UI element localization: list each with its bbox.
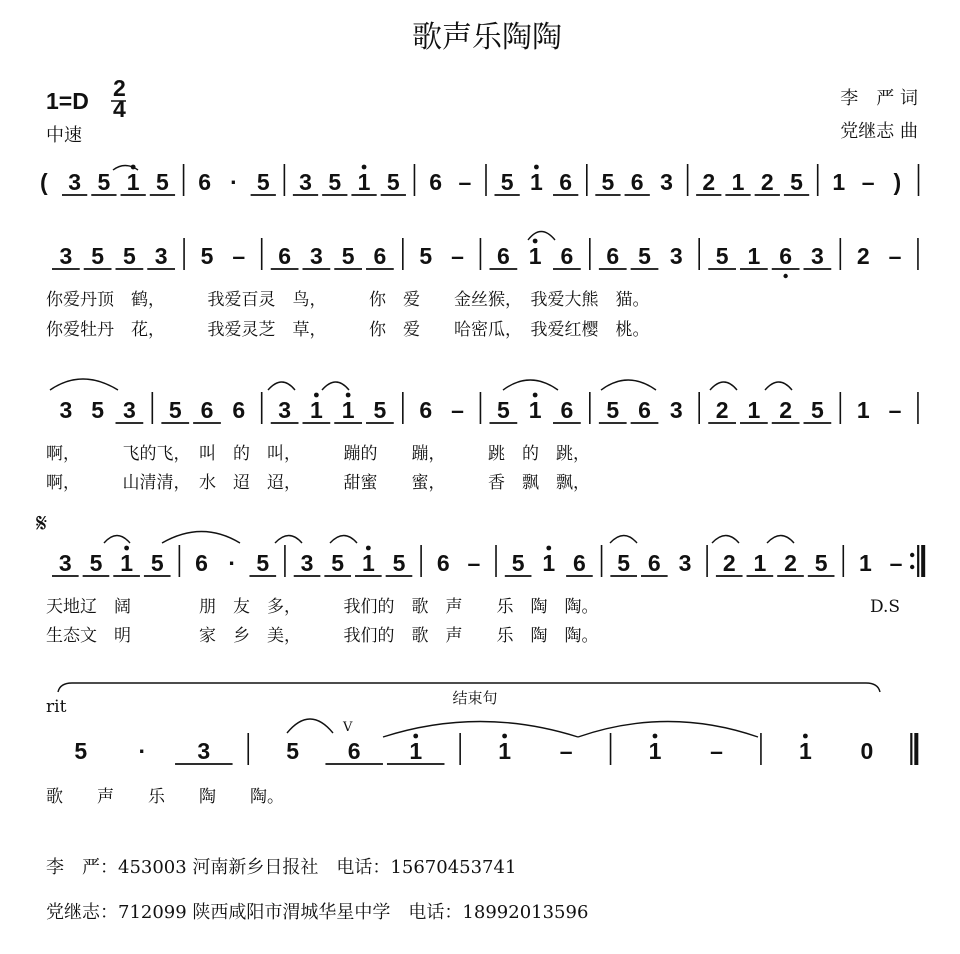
note: 5 (156, 169, 169, 195)
note: 5 (74, 738, 88, 764)
note: 6 (560, 397, 574, 423)
note: 2 (722, 550, 736, 576)
note: 3 (58, 550, 72, 576)
note: 6 (559, 169, 573, 195)
low-octave-dot (783, 274, 787, 278)
slur (710, 382, 737, 390)
note: 2 (760, 169, 774, 195)
note: 3 (299, 169, 312, 195)
note: 5 (122, 243, 136, 269)
slur (330, 536, 357, 544)
note: 3 (678, 550, 692, 576)
note: 6 (638, 397, 651, 423)
note: 5 (286, 738, 300, 764)
note: 3 (309, 243, 323, 269)
note: 5 (89, 550, 103, 576)
note: 3 (660, 169, 673, 195)
note: 5 (810, 397, 824, 423)
note: 5 (331, 550, 345, 576)
ds-mark: D.S (870, 597, 901, 617)
tempo-mark: 中速 (46, 125, 82, 146)
breath-mark: V (343, 720, 353, 735)
note: 5 (790, 169, 803, 195)
note: 5 (91, 243, 105, 269)
dash-extension: – (888, 243, 902, 269)
note: 1 (309, 397, 323, 423)
note: 3 (278, 397, 292, 423)
lyricist-credit: 李 严 词 (840, 88, 918, 109)
slur (712, 536, 739, 544)
slur (287, 719, 333, 733)
note: 5 (341, 243, 355, 269)
dash-extension: – (451, 243, 464, 269)
contact-line: 党继志：712099 陕西咸阳市渭城华星中学 电话：18992013596 (46, 902, 589, 923)
staff-row-verse-a (52, 238, 918, 278)
staff-row-intro (40, 164, 918, 196)
note: 6 (278, 243, 292, 269)
lyric-line: 你爱丹顶 鹤， 我爱百灵 鸟， 你 爱 金丝猴， 我爱大熊 猫。 (46, 290, 650, 310)
slur (610, 536, 637, 544)
dash-extension: – (888, 397, 902, 423)
note: 3 (669, 243, 683, 269)
note: 1 (409, 738, 423, 764)
slur (275, 536, 302, 544)
note: 5 (200, 243, 214, 269)
note: 3 (669, 397, 683, 423)
note: 6 (195, 550, 208, 576)
note: 5 (638, 243, 651, 269)
note: 3 (154, 243, 168, 269)
note: 6 (560, 243, 574, 269)
note: 6 (200, 397, 214, 423)
note: 5 (617, 550, 631, 576)
note: 1 (856, 397, 870, 423)
note: 1 (357, 169, 371, 195)
dash-extension: – (559, 738, 573, 764)
slur (268, 382, 295, 390)
slur (601, 380, 656, 390)
dash-extension: – (861, 169, 875, 195)
high-octave-dot (124, 546, 129, 551)
note: 5 (392, 550, 406, 576)
repeat-dot (910, 553, 914, 557)
note: 6 (436, 550, 450, 576)
note: 6 (198, 169, 212, 195)
slur (322, 382, 349, 390)
song-title: 歌声乐陶陶 (412, 20, 562, 55)
note: 1 (747, 243, 761, 269)
lyric-line: 歌 声 乐 陶 陶。 (46, 787, 284, 807)
high-octave-dot (653, 734, 658, 739)
dash-extension: – (458, 169, 472, 195)
note: 5 (256, 169, 270, 195)
note: 5 (328, 169, 342, 195)
note: 1 (120, 550, 134, 576)
note: 5 (601, 169, 615, 195)
segno-sign: 𝄋 (36, 509, 48, 539)
lyric-line: 生态文 明 家 乡 美， 我们的 歌 声 乐 陶 陶。 (46, 626, 599, 646)
note: 5 (715, 243, 729, 269)
note: 2 (856, 243, 870, 269)
lyric-line: 你爱牡丹 花， 我爱灵芝 草， 你 爱 哈密瓜， 我爱红樱 桃。 (46, 320, 650, 340)
note: 1 (731, 169, 745, 195)
high-octave-dot (314, 393, 319, 398)
slur (765, 382, 792, 390)
note: 5 (500, 169, 514, 195)
slur (50, 379, 118, 390)
high-octave-dot (413, 734, 418, 739)
high-octave-dot (366, 546, 371, 551)
note: 5 (168, 397, 182, 423)
key-signature: 1=D (46, 88, 89, 114)
rit-mark: rit (46, 697, 67, 717)
note: 5 (256, 550, 270, 576)
slur (383, 722, 578, 738)
note: 1 (542, 550, 556, 576)
slur (162, 532, 240, 544)
dot-extension: · (138, 738, 147, 764)
slur (503, 380, 558, 390)
note: 5 (91, 397, 105, 423)
note: 5 (511, 550, 525, 576)
note: 5 (386, 169, 400, 195)
note: 1 (753, 550, 767, 576)
note: 3 (59, 243, 73, 269)
dash-extension: – (467, 550, 481, 576)
note: 6 (647, 550, 661, 576)
note: 1 (859, 550, 872, 576)
lyric-line: 啊， 飞的飞， 叫 的 叫， 蹦的 蹦， 跳 的 跳， (46, 444, 590, 464)
note: 5 (496, 397, 510, 423)
lyric-line: 天地辽 阔 朋 友 多， 我们的 歌 声 乐 陶 陶。 (46, 597, 599, 617)
ending-label: 结束句 (452, 689, 498, 707)
staff-row-verse-c (52, 545, 923, 577)
note: 1 (341, 397, 355, 423)
note: 6 (232, 397, 246, 423)
note: 1 (648, 738, 662, 764)
time-sig-top: 2 (113, 75, 126, 101)
staff-row-ending (74, 733, 916, 765)
slur (104, 536, 130, 544)
note: 5 (97, 169, 111, 195)
slur (578, 722, 758, 738)
note: 1 (530, 169, 543, 195)
high-octave-dot (346, 393, 351, 398)
high-octave-dot (362, 165, 367, 170)
note: 1 (528, 243, 542, 269)
note: 1 (361, 550, 375, 576)
paren-open: ( (40, 169, 48, 195)
note: 5 (419, 243, 433, 269)
note: 5 (814, 550, 828, 576)
note: 6 (630, 169, 644, 195)
high-octave-dot (533, 239, 538, 244)
note: 1 (798, 738, 812, 764)
high-octave-dot (546, 546, 551, 551)
note: 0 (860, 738, 874, 764)
note: 1 (528, 397, 542, 423)
high-octave-dot (803, 734, 808, 739)
dash-extension: – (710, 738, 723, 764)
note: 6 (429, 169, 442, 195)
slur (767, 536, 794, 544)
note: 3 (300, 550, 314, 576)
dash-extension: – (889, 550, 903, 576)
high-octave-dot (534, 165, 539, 170)
dash-extension: – (451, 397, 464, 423)
dash-extension: – (232, 243, 246, 269)
composer-credit: 党继志 曲 (840, 121, 918, 142)
note: 1 (498, 738, 511, 764)
time-sig-bottom: 4 (113, 96, 126, 122)
note: 3 (68, 169, 82, 195)
note: 2 (715, 397, 729, 423)
note: 6 (606, 243, 620, 269)
note: ) (893, 169, 902, 195)
note: 6 (573, 550, 586, 576)
note: 5 (150, 550, 164, 576)
note: 6 (373, 243, 387, 269)
dot-extension: · (228, 550, 236, 576)
note: 3 (59, 397, 73, 423)
slur (528, 232, 555, 241)
note: 1 (832, 169, 846, 195)
lyric-line: 啊， 山清清， 水 迢 迢， 甜蜜 蜜， 香 飘 飘， (46, 473, 590, 493)
note: 2 (779, 397, 793, 423)
staff-row-verse-b (59, 392, 917, 424)
note: 5 (606, 397, 620, 423)
note: 2 (702, 169, 716, 195)
note: 6 (419, 397, 433, 423)
note: 3 (197, 738, 211, 764)
note: 2 (784, 550, 797, 576)
note: 6 (347, 738, 361, 764)
note: 1 (747, 397, 761, 423)
repeat-dot (910, 565, 914, 569)
note: 6 (496, 243, 510, 269)
note: 5 (373, 397, 387, 423)
dot-extension: · (230, 169, 238, 195)
note: 3 (122, 397, 136, 423)
high-octave-dot (502, 734, 507, 739)
note: 6 (779, 243, 793, 269)
high-octave-dot (533, 393, 538, 398)
note: 3 (810, 243, 824, 269)
note: 1 (126, 169, 140, 195)
contact-line: 李 严：453003 河南新乡日报社 电话：15670453741 (46, 857, 517, 878)
